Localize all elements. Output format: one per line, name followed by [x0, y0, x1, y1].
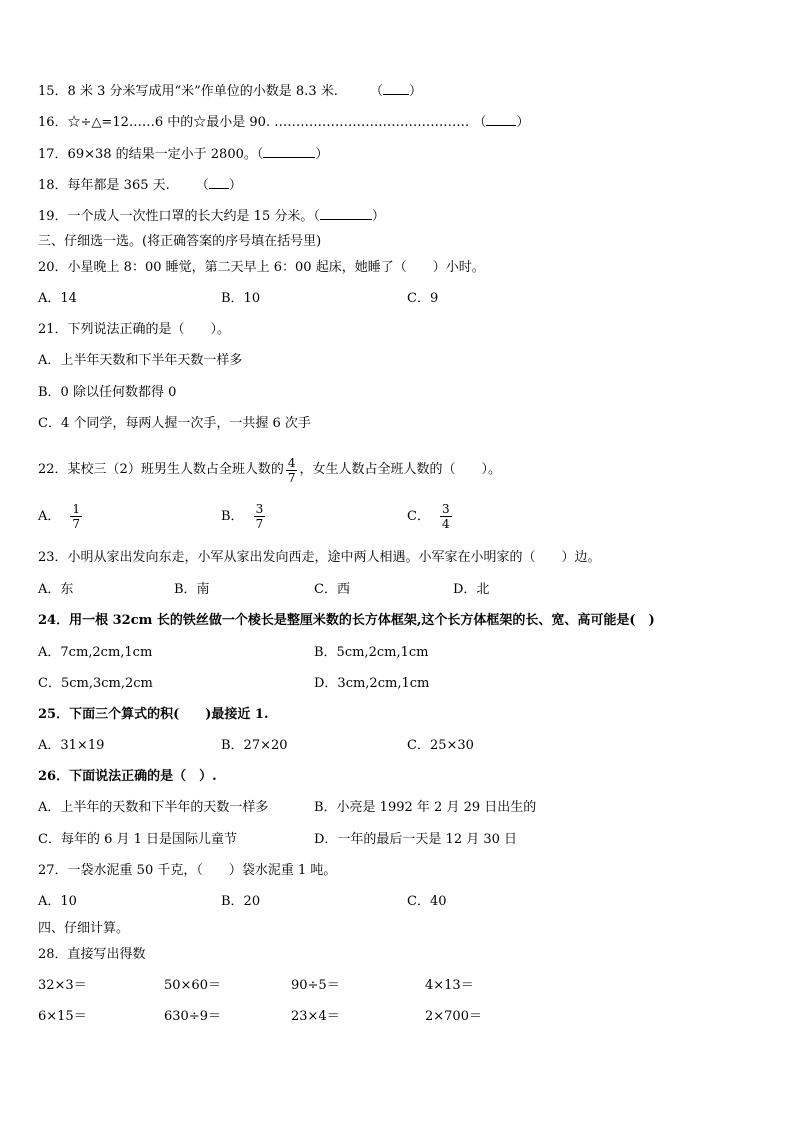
- option-b[interactable]: B． $\frac{3}{7}$: [221, 502, 264, 531]
- question-number: 15．: [38, 84, 68, 99]
- question-22: 22．某校三（2）班男生人数占全班人数的 $\frac{4}{7}$ ，女生人数占全班人数的（ ）。: [38, 450, 501, 490]
- option-a[interactable]: A．上半年天数和下半年天数一样多: [38, 353, 243, 368]
- option-a[interactable]: A．7cm,2cm,1cm: [38, 645, 153, 660]
- option-a[interactable]: A．上半年的天数和下半年的天数一样多: [38, 800, 269, 815]
- option-c[interactable]: C．西: [314, 582, 350, 597]
- option-c[interactable]: C．每年的 6 月 1 日是国际儿童节: [38, 832, 238, 847]
- section-heading-choice: 三、仔细选一选。(将正确答案的序号填在括号里): [38, 234, 322, 249]
- answer-blank[interactable]: [486, 113, 516, 126]
- option-b[interactable]: B．0 除以任何数都得 0: [38, 385, 177, 400]
- question-number: 18．: [38, 178, 68, 193]
- question-text: 8 米 3 分米写成用“米”作单位的小数是 8.3 米.: [67, 84, 338, 99]
- answer-blank[interactable]: [383, 82, 409, 95]
- option-b[interactable]: B．20: [221, 894, 261, 909]
- option-d[interactable]: D．北: [453, 582, 490, 597]
- question-17: 17．69×38 的结果一定小于 2800。（ ）: [38, 147, 329, 162]
- calc-item: 32×3＝: [38, 978, 87, 993]
- question-18: 18．每年都是 365 天. （ ）: [38, 178, 242, 193]
- fraction: $\frac{4}{7}$: [287, 455, 296, 485]
- option-b[interactable]: B．5cm,2cm,1cm: [314, 645, 429, 660]
- option-b[interactable]: B．南: [174, 582, 210, 597]
- question-text: 每年都是 365 天.: [67, 178, 170, 193]
- option-b[interactable]: B．27×20: [221, 738, 288, 753]
- option-b[interactable]: B．10: [221, 291, 261, 306]
- option-a[interactable]: A．14: [38, 291, 77, 306]
- question-28: 28．直接写出得数: [38, 947, 146, 962]
- option-c[interactable]: C．9: [407, 291, 439, 306]
- fraction: $\frac{3}{7}$: [255, 502, 264, 531]
- calc-item: 50×60＝: [164, 978, 221, 993]
- option-c[interactable]: C．40: [407, 894, 447, 909]
- option-d[interactable]: D．3cm,2cm,1cm: [314, 676, 430, 691]
- calc-item: 630÷9＝: [164, 1009, 221, 1024]
- question-19: 19．一个成人一次性口罩的长大约是 15 分米。（ ）: [38, 209, 385, 224]
- question-23: 23．小明从家出发向东走，小军从家出发向西走，途中两人相遇。小军家在小明家的（ ）边。: [38, 550, 601, 565]
- question-number: 19．: [38, 209, 68, 224]
- option-c[interactable]: C．5cm,3cm,2cm: [38, 676, 153, 691]
- question-25: 25．下面三个算式的积( )最接近 1.: [38, 707, 269, 722]
- option-a[interactable]: A．31×19: [38, 738, 105, 753]
- option-d[interactable]: D．一年的最后一天是 12 月 30 日: [314, 832, 518, 847]
- fraction: $\frac{1}{7}$: [72, 502, 81, 531]
- question-20: 20．小星晚上 8：00 睡觉，第二天早上 6：00 起床，她睡了（ ）小时。: [38, 260, 485, 275]
- calc-item: 6×15＝: [38, 1009, 87, 1024]
- option-a[interactable]: A．东: [38, 582, 74, 597]
- answer-blank[interactable]: [320, 207, 372, 220]
- question-text: 一个成人一次性口罩的长大约是 15 分米。: [67, 209, 314, 224]
- option-a[interactable]: A．10: [38, 894, 77, 909]
- calc-item: 4×13＝: [425, 978, 474, 993]
- option-a[interactable]: A． $\frac{1}{7}$: [38, 502, 81, 531]
- question-number: 16．: [38, 115, 68, 130]
- question-27: 27．一袋水泥重 50 千克，（ ）袋水泥重 1 吨。: [38, 863, 337, 878]
- question-16: 16．☆÷△=12……6 中的☆最小是 90. ……………………………………… （ ）: [38, 115, 530, 130]
- calc-item: 90÷5＝: [291, 978, 340, 993]
- question-21: 21．下列说法正确的是（ ）。: [38, 322, 231, 337]
- question-number: 17．: [38, 147, 68, 162]
- question-text: ☆÷△=12……6 中的☆最小是 90. ………………………………………: [67, 115, 470, 130]
- option-c[interactable]: C．25×30: [407, 738, 474, 753]
- question-24: 24．用一根 32cm 长的铁丝做一个棱长是整厘米数的长方体框架,这个长方体框架的长、宽、高可能是( ): [38, 613, 655, 628]
- question-text: 69×38 的结果一定小于 2800。: [67, 147, 257, 162]
- answer-blank[interactable]: [263, 145, 315, 158]
- question-text: 22．某校三（2）班男生人数占全班人数的: [38, 462, 284, 477]
- fraction: $\frac{3}{4}$: [441, 502, 450, 531]
- section-heading-calc: 四、仔细计算。: [38, 921, 130, 936]
- option-c[interactable]: C．4 个同学，每两人握一次手，一共握 6 次手: [38, 416, 311, 431]
- option-b[interactable]: B．小亮是 1992 年 2 月 29 日出生的: [314, 800, 537, 815]
- calc-item: 23×4＝: [291, 1009, 340, 1024]
- question-15: 15．8 米 3 分米写成用“米”作单位的小数是 8.3 米. （ ）: [38, 84, 423, 99]
- question-26: 26．下面说法正确的是（ ）.: [38, 769, 217, 784]
- option-c[interactable]: C． $\frac{3}{4}$: [407, 502, 450, 531]
- calc-item: 2×700＝: [425, 1009, 482, 1024]
- answer-blank[interactable]: [209, 176, 229, 189]
